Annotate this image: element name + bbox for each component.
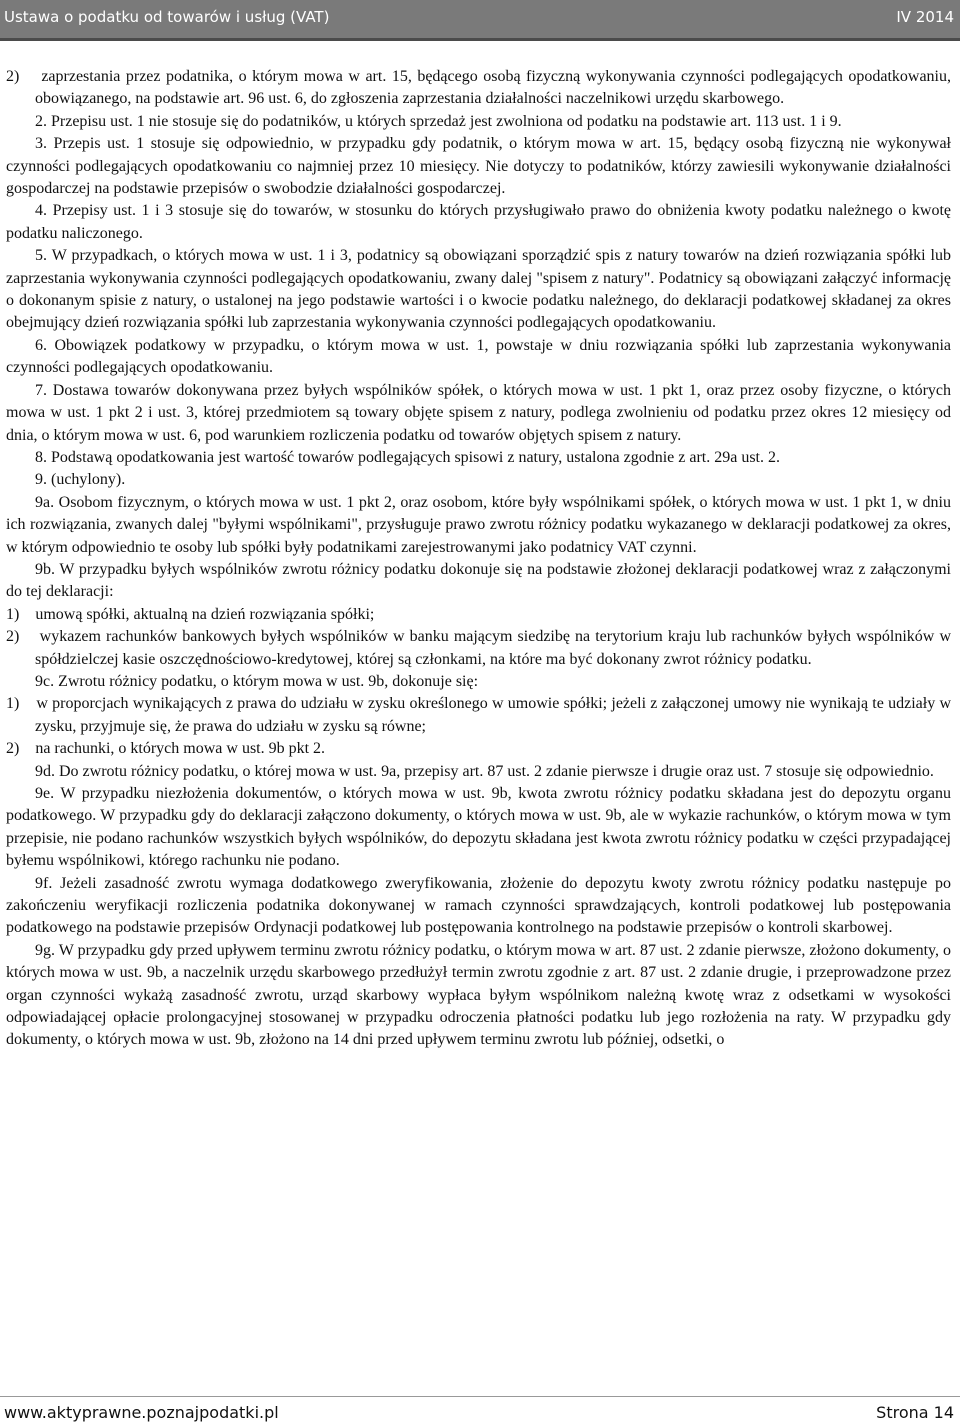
paragraph: 4. Przepisy ust. 1 i 3 stosuje się do towarów, w stosunku do których przysługiwało prawo do obniżenia kwoty podatku należnego o kwotę podatku naliczonego. [6,202,951,242]
paragraph: 9f. Jeżeli zasadność zwrotu wymaga dodatkowego zweryfikowania, złożenie do depozytu kwoty zwrotu różnicy podatku następuje po zakończeniu weryfikacji rozliczenia podatnika dokonywanej w ramach czynności sprawdzających, kontroli podatkowej lub postępowania podatkowego na podstawie przepisów Ordynacji podatkowej lub postępowania kontrolnego na podstawie przepisów o kontroli skarbowej. [6,874,951,937]
paragraph: 9. (uchylony). [35,471,126,489]
footer-url[interactable]: www.aktyprawne.poznajpodatki.pl [4,1403,279,1422]
page-footer [0,1396,960,1428]
document-title: Ustawa o podatku od towarów i usług (VAT) [4,8,330,26]
list-item: 1) umową spółki, aktualną na dzień rozwiązania spółki; [6,605,375,623]
document-body [6,66,951,1052]
paragraph: 8. Podstawą opodatkowania jest wartość towarów podlegających spisowi z natury, ustalona zgodnie z art. 29a ust. 2. [35,448,780,466]
paragraph: 9g. W przypadku gdy przed upływem terminu zwrotu różnicy podatku, o którym mowa w art. 87 ust. 2 zdanie pierwsze, złożono dokumenty, o których mowa w ust. 9b, a naczelnik urzędu skarbowego przedłużył termin zwrotu zgodnie z art. 87 ust. 2 zdanie drugie, i przeprowadzone przez organ czynności wykażą zasadność zwrotu, urząd skarbowy wypłaca byłym wspólnikom należną kwotę wraz z odsetkami w wysokości odpowiadającej opłacie prolongacyjnej stosowanej w przypadku odroczenia płatności podatku lub jego rozłożenia na raty. W przypadku gdy dokumenty, o których mowa w ust. 9b, złożono na 14 dni przed upływem terminu zwrotu lub później, odsetki, o [6,941,951,1049]
page-header [0,0,960,41]
paragraph: 9e. W przypadku niezłożenia dokumentów, o których mowa w ust. 9b, kwota zwrotu różnicy podatku składana jest do depozytu organu podatkowego. W przypadku gdy do deklaracji załączono dokumenty, o których mowa w ust. 9b, ale w wykazie rachunków, o którym mowa w tym przepisie, nie podano rachunków wszystkich byłych wspólników, do depozytu składana jest kwota zwrotu różnicy podatku w części przypadającej byłemu wspólnikowi, którego rachunku nie podano. [6,785,951,870]
list-item: 2) na rachunki, o których mowa w ust. 9b pkt 2. [6,740,326,758]
paragraph: 9b. W przypadku byłych wspólników zwrotu różnicy podatku dokonuje się na podstawie złożonej deklaracji podatkowej wraz z załączonymi do tej deklaracji: [6,560,951,601]
list-item: 1) w proporcjach wynikających z prawa do udziału w zysku określonego w umowie spółki; jeżeli z załączonej umowy nie wynikają te udziały w zysku, przyjmuje się, że prawa do udziału w zysku są równe; [6,695,951,735]
paragraph: 6. Obowiązek podatkowy w przypadku, o którym mowa w ust. 1, powstaje w dniu rozwiązania spółki lub zaprzestania wykonywania czynności podlegających opodatkowaniu. [6,336,951,377]
paragraph: 9d. Do zwrotu różnicy podatku, o której mowa w ust. 9a, przepisy art. 87 ust. 2 zdanie pierwsze i drugie oraz ust. 7 stosuje się odpowiednio. [35,762,934,780]
document-date: IV 2014 [896,8,954,26]
paragraph: 7. Dostawa towarów dokonywana przez byłych wspólników spółek, o których mowa w ust. 1 pkt 1, oraz przez osoby fizyczne, o których mowa w ust. 1 pkt 2 i ust. 3, której przedmiotem są towary objęte spisem z natury, podlega zwolnieniu od podatku przez okres 12 miesięcy od dnia, o którym mowa w ust. 6, pod warunkiem rozliczenia podatku od towarów objętych spisem z natury. [6,381,951,444]
paragraph: 9c. Zwrotu różnicy podatku, o którym mowa w ust. 9b, dokonuje się: [35,672,479,690]
paragraph: 5. W przypadkach, o których mowa w ust. 1 i 3, podatnicy są obowiązani sporządzić spis z natury towarów na dzień rozwiązania spółki lub zaprzestania wykonywania czynności podlegających opodatkowaniu, zwany dalej "spisem z natury". Podatnicy są obowiązani załączyć informację o dokonanym spisie z natury, o ustalonej na jego podstawie wartości i o kwocie podatku należnego, do deklaracji podatkowej składanej za okres obejmujący dzień rozwiązania spółki lub zaprzestania wykonywania czynności podlegających opodatkowaniu. [6,247,951,332]
paragraph: 3. Przepis ust. 1 stosuje się odpowiednio, w przypadku gdy podatnik, o którym mowa w art. 15, będący osobą fizyczną nie wykonywał czynności podlegających opodatkowaniu co najmniej przez 10 miesięcy. Nie dotyczy to podatników, którzy zawiesili wykonywanie działalności gospodarczej na podstawie przepisów o swobodzie działalności gospodarczej. [6,135,951,198]
list-item: 2) wykazem rachunków bankowych byłych wspólników w banku mającym siedzibę na terytorium kraju lub rachunków byłych wspólników w spółdzielczej kasie oszczędnościowo-kredytowej, której są członkami, na które ma być dokonany zwrot różnicy podatku. [6,628,951,668]
list-item: 2) zaprzestania przez podatnika, o którym mowa w art. 15, będącego osobą fizyczną wykonywania czynności podlegających opodatkowaniu, obowiązanego, na podstawie art. 96 ust. 6, do zgłoszenia zaprzestania działalności naczelnikowi urzędu skarbowego. [6,68,951,108]
paragraph: 2. Przepisu ust. 1 nie stosuje się do podatników, u których sprzedaż jest zwolniona od podatku na podstawie art. 113 ust. 1 i 9. [35,112,842,130]
page-number: Strona 14 [876,1403,954,1422]
paragraph: 9a. Osobom fizycznym, o których mowa w ust. 1 pkt 2, oraz osobom, które były wspólnikami spółek, o których mowa w ust. 1 pkt 1, w dniu ich rozwiązania, zwanych dalej "byłymi wspólnikami", przysługuje prawo zwrotu różnicy podatku wykazanego w deklaracji podatkowej za okres, w którym odpowiednio te osoby lub spółki były podatnikami zarejestrowanymi jako podatnicy VAT czynni. [6,493,951,556]
